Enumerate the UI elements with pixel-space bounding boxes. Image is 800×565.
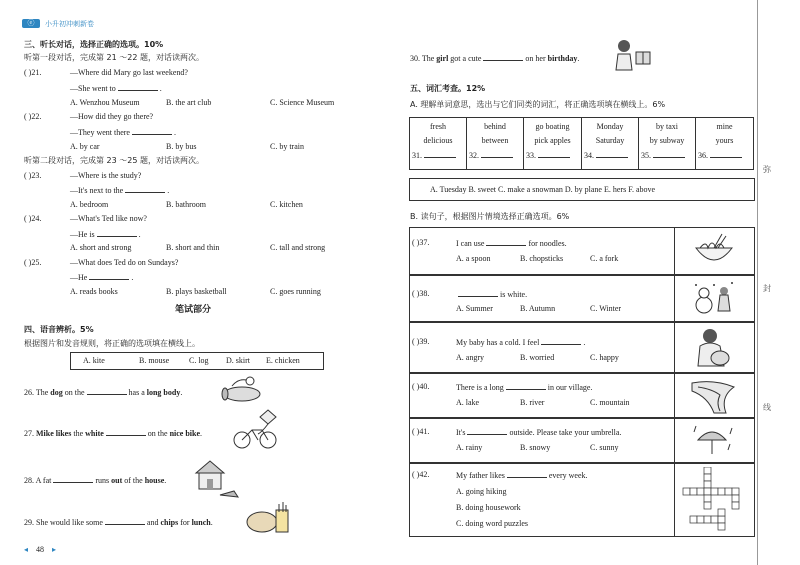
q41-option-c[interactable]: C. sunny	[590, 443, 619, 452]
q40-option-a[interactable]: A. lake	[456, 398, 480, 407]
page-number: 48	[36, 545, 44, 554]
next-page-arrow[interactable]: ▸	[52, 545, 57, 554]
choice-b: B. mouse	[139, 356, 170, 365]
vocab-col-2: behind between 32.	[467, 118, 524, 170]
girl-gift-picture	[612, 36, 654, 76]
written-part-heading: 笔试部分	[175, 305, 212, 315]
binding-mark-3: 线	[763, 403, 771, 412]
q37-box	[409, 227, 755, 276]
q25-number: ( )25.	[24, 258, 42, 267]
answer-blank[interactable]	[483, 53, 523, 61]
answer-blank[interactable]	[507, 470, 547, 478]
q23-line1: —Where is the study?	[70, 171, 142, 180]
vocab-col-1: fresh delicious 31.	[410, 118, 467, 170]
answer-blank[interactable]	[132, 127, 172, 135]
section-4-intro: 根据图片和发音规则，将正确的选项填在横线上。	[24, 339, 200, 348]
q30-sentence: 30. The girl got a cute on her birthday.	[410, 54, 580, 63]
section-5b-intro: B. 读句子，根据图片情境选择正确选项。6%	[410, 212, 570, 221]
log-dog-picture	[212, 372, 262, 406]
q39-option-a[interactable]: A. angry	[456, 353, 484, 362]
vocab-col-6: mine yours 36.	[696, 118, 754, 170]
q42-sentence: My father likes every week.	[456, 471, 588, 480]
house-mouse-picture	[192, 455, 240, 501]
q39-sentence: My baby has a cold. I feel .	[456, 338, 586, 347]
crossword-picture	[680, 467, 750, 531]
answer-blank[interactable]	[106, 428, 146, 436]
q21-option-c[interactable]: C. Science Museum	[270, 98, 335, 107]
publisher-logo: ⓔ	[22, 19, 40, 28]
binding-mark-2: 封	[763, 284, 771, 293]
q41-option-b[interactable]: B. snowy	[520, 443, 551, 452]
q28-sentence: 28. A fat runs out of the house.	[24, 476, 167, 485]
q37-option-a[interactable]: A. a spoon	[456, 254, 491, 263]
binding-mark-1: 弥	[763, 165, 771, 174]
q39-option-b[interactable]: B. worried	[520, 353, 555, 362]
q23-number: ( )23.	[24, 171, 42, 180]
q23-option-c[interactable]: C. kitchen	[270, 200, 303, 209]
choice-a: A. kite	[83, 356, 105, 365]
phonics-choice-box	[70, 352, 324, 370]
q24-option-c[interactable]: C. tall and strong	[270, 243, 326, 252]
vocab-grid	[409, 117, 754, 170]
q27-sentence: 27. Mike likes the white on the nice bike.	[24, 429, 203, 438]
vocab-col-4: Monday Saturday 34.	[582, 118, 639, 170]
q37-number: ( )37.	[412, 238, 430, 247]
q41-option-a[interactable]: A. rainy	[456, 443, 483, 452]
q25-line1: —What does Ted do on Sundays?	[70, 258, 179, 267]
q22-option-b[interactable]: B. by bus	[166, 142, 197, 151]
dialogue-1-intro: 听第一段对话，完成第 21 ～22 题，对话读两次。	[24, 53, 204, 62]
answer-blank[interactable]	[506, 382, 546, 390]
q22-number: ( )22.	[24, 112, 42, 121]
q23-option-b[interactable]: B. bathroom	[166, 200, 206, 209]
q42-option-a[interactable]: A. going hiking	[456, 487, 507, 496]
q21-number: ( )21.	[24, 68, 42, 77]
binding-line	[757, 0, 758, 565]
vocab-answer-36[interactable]: 36.	[696, 150, 753, 160]
worried-mother-picture	[690, 326, 738, 370]
q38-sentence: is white.	[456, 289, 527, 300]
section-5-title: 五、词汇考查。12%	[410, 84, 486, 93]
vocab-options: A. Tuesday B. sweet C. make a snowman D. by plane E. hers F. above	[430, 185, 656, 194]
answer-blank[interactable]	[97, 229, 137, 237]
q39-option-c[interactable]: C. happy	[590, 353, 619, 362]
vocab-col-5: by taxi by subway 35.	[639, 118, 696, 170]
vocab-options-box	[409, 178, 755, 201]
q42-option-b[interactable]: B. doing housework	[456, 503, 521, 512]
answer-blank[interactable]	[118, 83, 158, 91]
q22-line1: —How did they go there?	[70, 112, 154, 121]
q25-option-b[interactable]: B. plays basketball	[166, 287, 227, 296]
answer-blank[interactable]	[458, 289, 498, 297]
q37-option-b[interactable]: B. chopsticks	[520, 254, 564, 263]
q38-option-b[interactable]: B. Autumn	[520, 304, 556, 313]
q25-line2: —He .	[70, 273, 134, 282]
vocab-answer-31[interactable]: 31.	[410, 150, 466, 160]
vocab-answer-34[interactable]: 34.	[582, 150, 638, 160]
vocab-answer-33[interactable]: 33.	[524, 150, 581, 160]
choice-d: D. skirt	[226, 356, 250, 365]
answer-blank[interactable]	[541, 337, 581, 345]
vocab-answer-35[interactable]: 35.	[639, 150, 695, 160]
q39-number: ( )39.	[412, 337, 430, 346]
answer-blank[interactable]	[53, 475, 93, 483]
snow-kids-picture	[690, 279, 738, 319]
q26-sentence: 26. The dog on the has a long body.	[24, 388, 183, 397]
q38-number: ( )38.	[412, 289, 430, 298]
q22-option-c[interactable]: C. by train	[270, 142, 304, 151]
choice-c: C. log	[189, 356, 209, 365]
umbrella-rain-picture	[692, 422, 736, 460]
q42-box	[409, 462, 755, 537]
dialogue-2-intro: 听第二段对话，完成第 23 ～25 题，对话读两次。	[24, 156, 204, 165]
q22-option-a[interactable]: A. by car	[70, 142, 100, 151]
vocab-col-3: go boating pick apples 33.	[524, 118, 582, 170]
bike-kite-picture	[232, 408, 280, 450]
section-5a-intro: A. 理解单词意思，选出与它们同类的词汇，将正确选项填在横线上。6%	[410, 100, 666, 109]
q24-line2: —He is .	[70, 230, 141, 239]
q40-sentence: There is a long in our village.	[456, 383, 593, 392]
chicken-chips-picture	[244, 500, 292, 538]
q24-line1: —What's Ted like now?	[70, 214, 147, 223]
q21-line2: —She went to .	[70, 84, 162, 93]
q41-number: ( )41.	[412, 427, 430, 436]
choice-e: E. chicken	[266, 356, 300, 365]
q40-option-b[interactable]: B. river	[520, 398, 545, 407]
q29-sentence: 29. She would like some and chips for lunch.	[24, 518, 213, 527]
q21-option-b[interactable]: B. the art club	[166, 98, 212, 107]
q42-option-c[interactable]: C. doing word puzzles	[456, 519, 528, 528]
q24-option-b[interactable]: B. short and thin	[166, 243, 220, 252]
q21-line1: —Where did Mary go last weekend?	[70, 68, 188, 77]
q38-box	[409, 274, 755, 323]
q24-number: ( )24.	[24, 214, 42, 223]
q40-number: ( )40.	[412, 382, 430, 391]
q38-option-c[interactable]: C. Winter	[590, 304, 622, 313]
answer-blank[interactable]	[486, 238, 526, 246]
q41-box	[409, 417, 755, 464]
answer-blank[interactable]	[105, 517, 145, 525]
q23-line2: —It's next to the .	[70, 186, 170, 195]
answer-blank[interactable]	[89, 272, 129, 280]
q39-box	[409, 321, 755, 374]
vocab-answer-32[interactable]: 32.	[467, 150, 523, 160]
section-3-title: 三、听长对话，选择正确的选项。10%	[24, 40, 164, 49]
q23-option-a[interactable]: A. bedroom	[70, 200, 109, 209]
q40-option-c[interactable]: C. mountain	[590, 398, 630, 407]
q42-number: ( )42.	[412, 470, 430, 479]
answer-blank[interactable]	[125, 185, 165, 193]
section-4-title: 四、语音辨析。5%	[24, 325, 94, 334]
q24-option-a[interactable]: A. short and strong	[70, 243, 132, 252]
q37-sentence: I can use for noodles.	[456, 239, 567, 248]
q25-option-c[interactable]: C. goes running	[270, 287, 321, 296]
q22-line2: —They went there .	[70, 128, 176, 137]
q40-box	[409, 372, 755, 419]
book-title: 小升初冲刺新卷	[45, 20, 94, 28]
prev-page-arrow[interactable]: ◂	[24, 545, 29, 554]
q37-option-c[interactable]: C. a fork	[590, 254, 619, 263]
q25-option-a[interactable]: A. reads books	[70, 287, 118, 296]
q41-sentence: It's outside. Please take your umbrella.	[456, 428, 622, 437]
answer-blank[interactable]	[87, 387, 127, 395]
answer-blank[interactable]	[467, 427, 507, 435]
noodles-bowl-picture	[692, 232, 736, 270]
q21-option-a[interactable]: A. Wenzhou Museum	[70, 98, 140, 107]
river-picture	[690, 377, 738, 415]
q38-option-a[interactable]: A. Summer	[456, 304, 493, 313]
